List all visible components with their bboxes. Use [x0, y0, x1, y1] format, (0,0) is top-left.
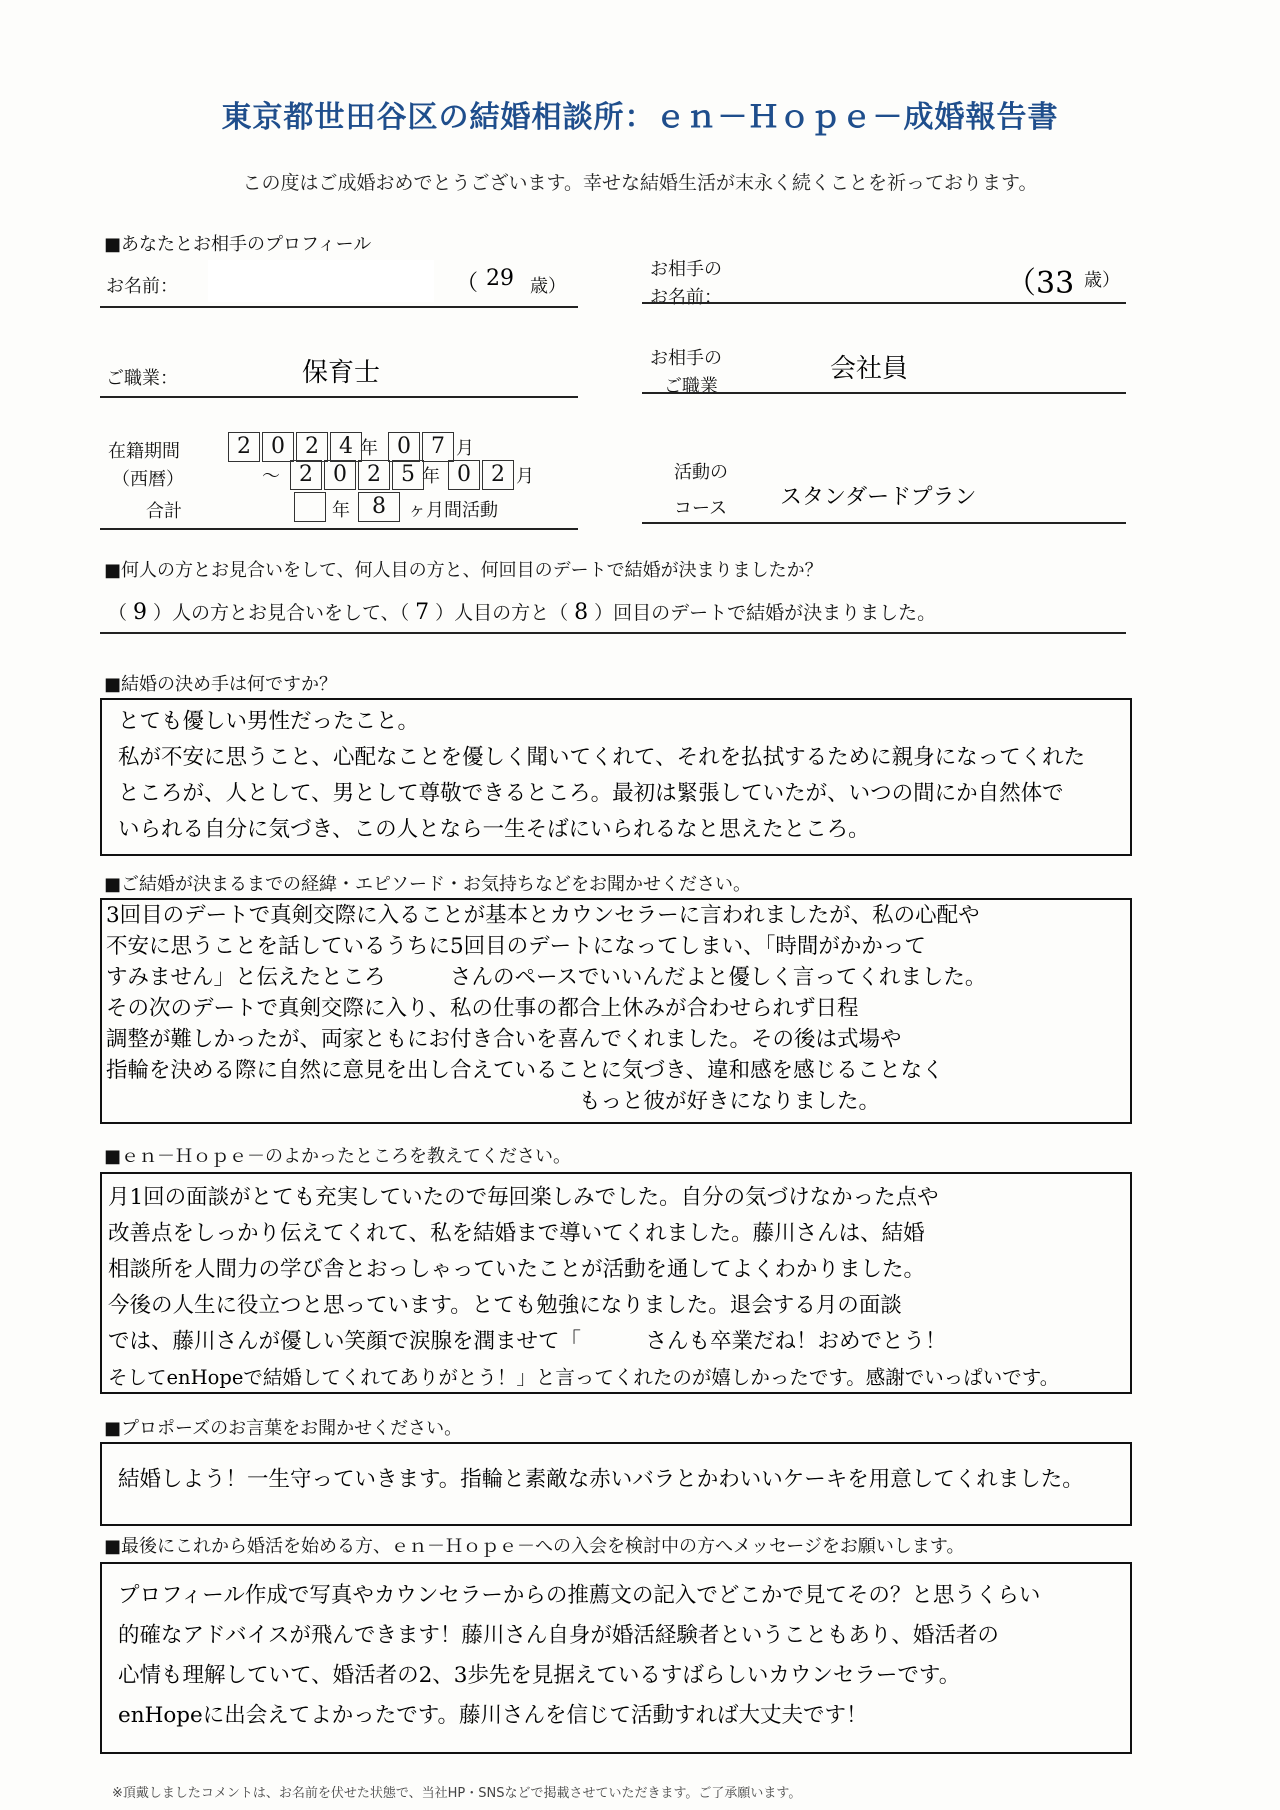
enhope-line: そしてenHopeで結婚してくれてありがとう！」と言ってくれたのが嬉しかったです。感謝でいっぱいです。 [108, 1366, 1060, 1389]
enhope-line: では、藤川さんが優しい笑顔で涙腺を潤ませて「 さんも卒業だね！おめでとう！ [108, 1329, 947, 1354]
total-months [358, 492, 402, 522]
total-label: 合計 [146, 501, 182, 522]
proposal-answer [118, 1462, 1084, 1498]
period-start-month-unit: 月 [456, 438, 474, 459]
enhope-line: 相談所を人間力の学び舎とおっしゃっていたことが活動を通してよくわかりました。 [108, 1257, 926, 1282]
episode-line: 調整が難しかったが、両家ともにお付き合いを喜んでくれました。その後は式場や [106, 1027, 902, 1052]
period-start-year [228, 432, 364, 462]
age-value: 29 [486, 266, 514, 291]
dates-answer-part3: ）回目のデートで結婚が決まりました。 [594, 602, 937, 624]
name-underline [100, 306, 578, 308]
decision-question: ■結婚の決め手は何ですか？ [104, 674, 338, 695]
enhope-line: 今後の人生に役立つと思っています。とても勉強になりました。退会する月の面談 [108, 1293, 902, 1318]
proposal-question: ■プロポーズのお言葉をお聞かせください。 [104, 1418, 463, 1439]
period-end-month [448, 460, 516, 490]
total-months-value: 8 [358, 492, 400, 522]
course-label-2: コース [674, 498, 728, 519]
episode-line: すみません」と伝えたところ さんのペースでいいんだよと優しく言ってくれました。 [106, 965, 987, 990]
episode-question: ■ご結婚が決まるまでの経緯・エピソード・お気持ちなどをお聞かせください。 [104, 874, 752, 895]
period-end-digit: 2 [290, 460, 322, 490]
episode-line: 指輪を決める際に自然に意見を出し合えていることに気づき、違和感を感じることなく [106, 1058, 944, 1083]
period-end-month-digit: 0 [448, 460, 480, 490]
period-start-month-digit: 0 [388, 432, 420, 462]
dates-answer-open: （ [108, 602, 128, 624]
period-end-month-digit: 2 [482, 460, 514, 490]
dates-question: ■何人の方とお見合いをして、何人目の方と、何回目のデートで結婚が決まりましたか？ [104, 560, 823, 581]
period-start-digit: 2 [296, 432, 328, 462]
period-tilde: ～ [262, 466, 280, 487]
page-subtitle: この度はご成婚おめでとうございます。幸せな結婚生活が末永く続くことを祈っております。 [242, 172, 1038, 194]
enhope-line: 改善点をしっかり伝えてくれて、私を結婚まで導いてくれました。藤川さんは、結婚 [108, 1221, 925, 1246]
period-start-month [388, 432, 456, 462]
episode-answer [106, 900, 986, 1117]
period-end-digit: 5 [392, 460, 424, 490]
episode-line: 3回目のデートで真剣交際に入ることが基本とカウンセラーに言われましたが、私の心配や [106, 903, 980, 928]
message-question: ■最後にこれから婚活を始める方、ｅｎ－Ｈｏｐｅ－への入会を検討中の方へメッセージをお願いします。 [104, 1536, 965, 1557]
period-start-digit: 4 [330, 432, 362, 462]
message-answer [118, 1576, 1040, 1736]
period-start-month-digit: 7 [422, 432, 454, 462]
age-open: （ [456, 271, 479, 296]
job-label: ご職業： [106, 368, 178, 389]
partner-name-label-1: お相手の [650, 259, 722, 280]
course-underline [642, 522, 1126, 524]
period-end-digit: 0 [324, 460, 356, 490]
dates-underline [100, 632, 1126, 634]
dates-answer-part2: ）人目の方と（ [435, 602, 569, 624]
proposal-line: 結婚しよう！一生守っていきます。指輪と素敵な赤いバラとかわいいケーキを用意してくれました。 [118, 1467, 1084, 1492]
partner-age-value: （33 [1006, 266, 1075, 301]
message-line: enHopeに出会えてよかったです。藤川さんを信じて活動すれば大丈夫です！ [118, 1703, 868, 1728]
period-end-year [290, 460, 426, 490]
episode-line: もっと彼が好きになりました。 [106, 1089, 881, 1114]
footer-note: ※頂戴しましたコメントは、お名前を伏せた状態で、当社HP・SNSなどで掲載させていただきます。ご了承願います。 [112, 1786, 802, 1801]
person-number-value: 7 [415, 600, 430, 625]
decision-line: いられる自分に気づき、この人となら一生そばにいられるなと思えたところ。 [118, 817, 870, 842]
people-met-value: 9 [133, 600, 148, 625]
decision-line: とても優しい男性だったこと。 [118, 709, 420, 734]
partner-age-unit: 歳） [1084, 270, 1120, 291]
total-months-unit: ヶ月間活動 [408, 500, 498, 521]
total-years [294, 492, 328, 526]
decision-line: ところが、人として、男として尊敬できるところ。最初は緊張していたが、いつの間にか自然体で [118, 781, 1064, 806]
period-end-digit: 2 [358, 460, 390, 490]
job-underline [100, 396, 578, 398]
enhope-line: 月1回の面談がとても充実していたので毎回楽しみでした。自分の気づけなかった点や [108, 1185, 939, 1210]
course-value: スタンダードプラン [780, 485, 977, 510]
message-line: プロフィール作成で写真やカウンセラーからの推薦文の記入でどこかで見てその？と思うくらい [118, 1583, 1041, 1608]
period-label-2: （西暦） [112, 469, 184, 490]
age-unit: 歳） [530, 276, 566, 297]
period-end-year-unit: 年 [422, 466, 440, 487]
partner-job-label-2: ご職業 [664, 376, 718, 397]
job-value: 保育士 [302, 358, 381, 388]
decision-answer [118, 704, 1085, 848]
partner-name-underline [642, 302, 1126, 304]
course-label-1: 活動の [674, 462, 728, 483]
dates-answer [108, 598, 936, 625]
period-start-year-unit: 年 [360, 438, 378, 459]
profile-section-title: ■あなたとお相手のプロフィール [104, 234, 372, 255]
decision-line: 私が不安に思うこと、心配なことを優しく聞いてくれて、それを払拭するために親身になってくれた [118, 745, 1086, 770]
partner-name-label-2: お名前： [650, 287, 722, 308]
partner-job-label-1: お相手の [650, 348, 722, 369]
period-end-month-unit: 月 [516, 466, 534, 487]
total-years-unit: 年 [332, 500, 350, 521]
period-label-1: 在籍期間 [108, 441, 180, 462]
page-title: 東京都世田谷区の結婚相談所：ｅｎ－Ｈｏｐｅ－成婚報告書 [221, 100, 1059, 135]
message-line: 的確なアドバイスが飛んできます！藤川さん自身が婚活経験者ということもあり、婚活者の [118, 1623, 999, 1648]
name-label: お名前： [106, 276, 178, 297]
episode-line: その次のデートで真剣交際に入り、私の仕事の都合上休みが合わせられず日程 [106, 996, 859, 1021]
enhope-question: ■ｅｎ－Ｈｏｐｅ－のよかったところを教えてください。 [104, 1146, 572, 1167]
period-underline [100, 528, 578, 530]
total-years-value [294, 492, 326, 522]
dates-answer-part1: ）人の方とお見合いをして、（ [153, 602, 410, 624]
period-start-digit: 2 [228, 432, 260, 462]
redacted-name [208, 260, 434, 302]
episode-line: 不安に思うことを話しているうちに5回目のデートになってしまい、「時間がかかって [106, 934, 926, 959]
message-line: 心情も理解していて、婚活者の2、3歩先を見据えているすばらしいカウンセラーです。 [118, 1663, 961, 1688]
partner-job-underline [642, 392, 1126, 394]
date-number-value: 8 [574, 600, 589, 625]
enhope-answer [108, 1180, 1059, 1396]
partner-job-value: 会社員 [830, 354, 909, 384]
period-start-digit: 0 [262, 432, 294, 462]
